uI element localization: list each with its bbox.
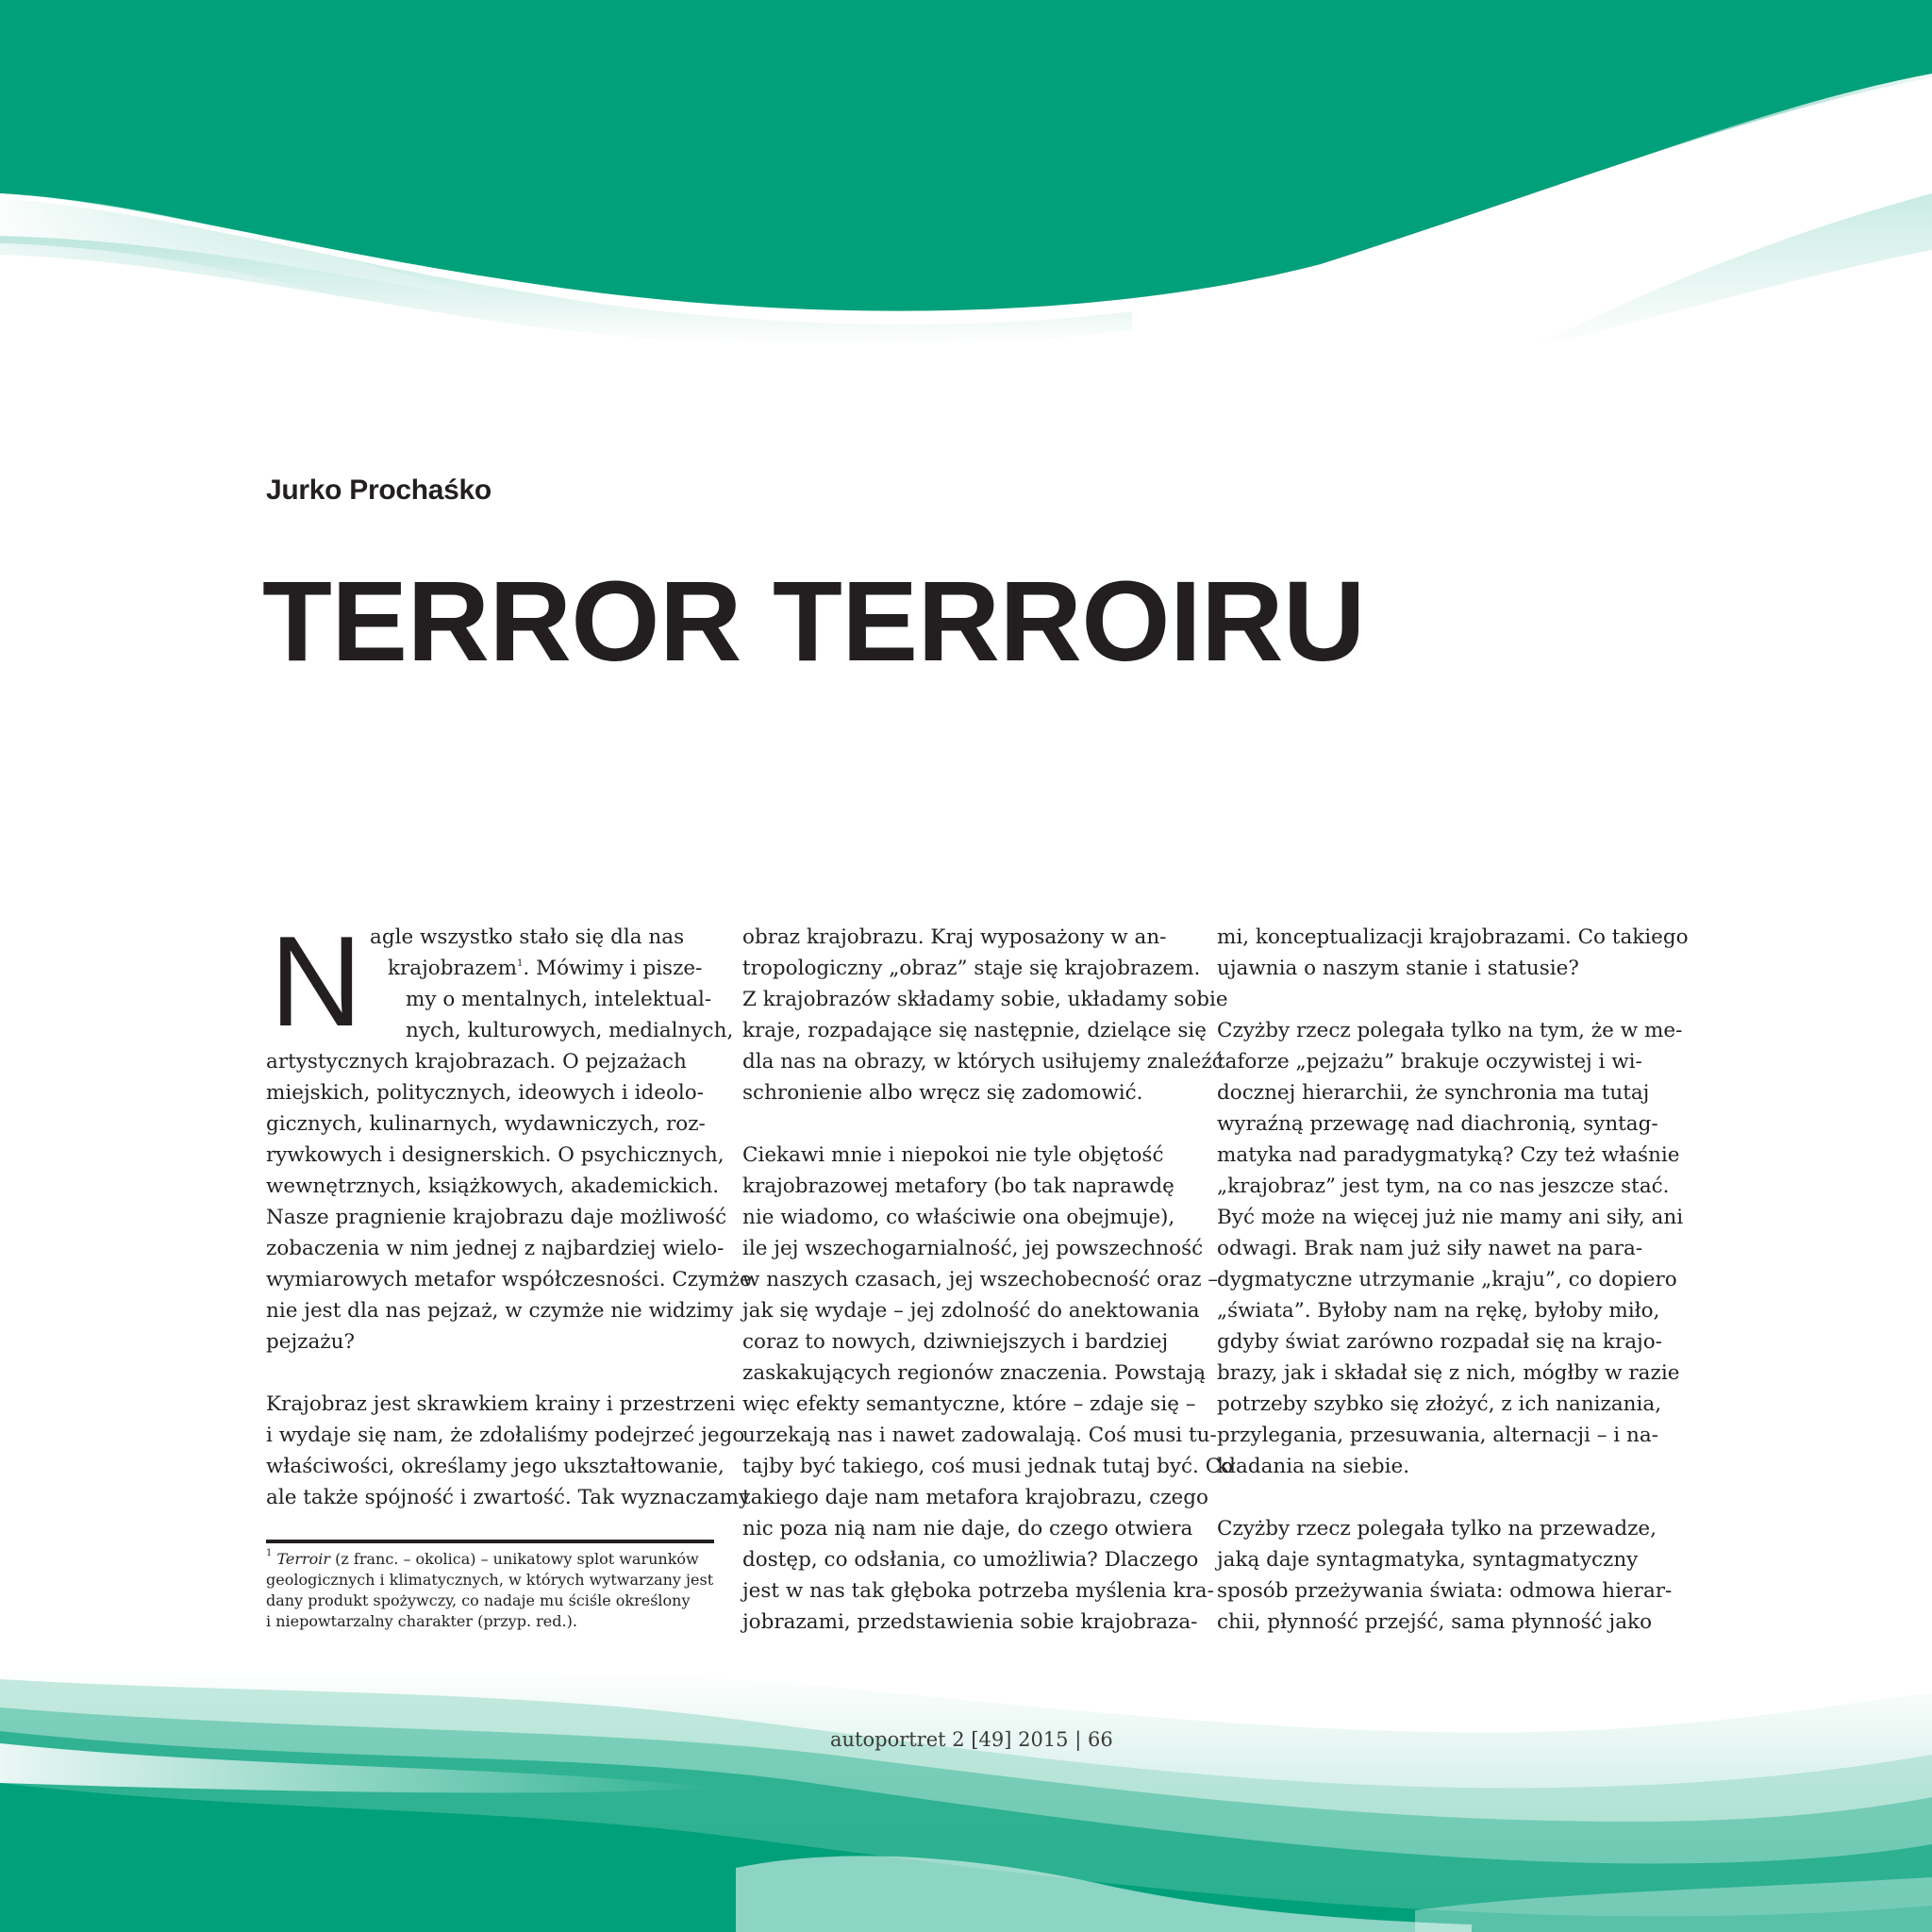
text-line: mi, konceptualizacji krajobrazami. Co takiego [1217,925,1689,949]
text-line: nie jest dla nas pejzaż, w czymże nie widzimy [266,1299,734,1323]
text-line: taforze „pejzażu” brakuje oczywistej i wi- [1217,1050,1642,1074]
text-line: wymiarowych metafor współczesności. Czymże [266,1268,752,1291]
text-line: nic poza nią nam nie daje, do czego otwiera [742,1517,1193,1541]
text-line: tropologiczny „obraz” staje się krajobrazem. [742,957,1201,980]
text-line: Z krajobrazów składamy sobie, układamy sobie [742,988,1228,1011]
footnote-reference: 1 [517,958,524,969]
header-wave-decoration [0,0,1932,358]
paragraph [1217,1513,1673,1638]
author-name: Jurko Prochaśko [266,475,491,506]
text-line: jest w nas tak głęboka potrzeba myślenia kra- [742,1579,1214,1603]
text-line: Nasze pragnienie krajobrazu daje możliwość [266,1206,727,1229]
text-line: brazy, jak i składał się z nich, mógłby w razie [1217,1361,1680,1385]
text-line: wewnętrznych, książkowych, akademickich. [266,1174,720,1198]
text-line: wyraźną przewagę nad diachronią, syntag- [1217,1112,1658,1136]
article-column-1 [266,909,752,1513]
drop-cap: N [270,909,363,1053]
paragraph [742,1140,1234,1638]
text-line: w naszych czasach, jej wszechobecność oraz – [742,1268,1219,1291]
text-line: dygmatyczne utrzymanie „kraju”, co dopiero [1217,1268,1677,1291]
text-line: odwagi. Brak nam już siły nawet na para- [1217,1237,1643,1260]
text-line: sposób przeżywania świata: odmowa hierar- [1217,1579,1673,1603]
text-line: krajobrazem$^1$. Mówimy i pisze- [388,957,703,980]
text-line: docznej hierarchii, że synchronia ma tutaj [1217,1081,1650,1105]
text-line: tajby być takiego, coś musi jednak tutaj być. Co [742,1455,1234,1478]
text-line: gdyby świat zarówno rozpadał się na krajo- [1217,1330,1662,1354]
text-line: zaskakujących regionów znaczenia. Powstają [742,1361,1207,1385]
text-line: Czyżby rzecz polegała tylko na przewadze, [1217,1517,1657,1541]
text-line: Czyżby rzecz polegała tylko na tym, że w me- [1217,1019,1683,1042]
footnote-line: geologicznych i klimatycznych, w których wytwarzany jest [266,1571,714,1589]
text-line: obraz krajobrazu. Kraj wyposażony w an- [742,925,1167,949]
text-line: rywkowych i designerskich. O psychicznych, [266,1143,724,1167]
article-column-3 [1217,922,1689,1638]
text-line: agle wszystko stało się dla nas [370,925,685,949]
text-line: Krajobraz jest skrawkiem krainy i przestrzeni [266,1392,736,1416]
footnote-line: i niepowtarzalny charakter (przyp. red.). [266,1612,577,1630]
text-line: nych, kulturowych, medialnych, [406,1019,734,1042]
text-line: chii, płynność przejść, sama płynność jako [1217,1610,1653,1634]
text-line: krajobrazowej metafory (bo tak naprawdę [742,1174,1174,1198]
text-line: właściwości, określamy jego ukształtowanie, [266,1455,724,1478]
paragraph [1217,922,1689,984]
text-line: kraje, rozpadające się następnie, dzielące się [742,1019,1208,1042]
text-line: potrzeby szybko się złożyć, z ich nanizania, [1217,1392,1662,1416]
text-line: ujawnia o naszym stanie i statusie? [1217,957,1579,980]
text-line: „świata”. Byłoby nam na rękę, byłoby miło, [1217,1299,1660,1323]
text-line: zobaczenia w nim jednej z najbardziej wielo- [266,1237,724,1260]
text-line: przylegania, przesuwania, alternacji – i na- [1217,1424,1658,1447]
text-line: nie wiadomo, co właściwie ona obejmuje), [742,1206,1175,1229]
text-line: dla nas na obrazy, w których usiłujemy znaleźć [742,1050,1224,1074]
text-line: coraz to nowych, dziwniejszych i bardziej [742,1330,1169,1354]
paragraph [742,922,1228,1108]
text-line: urzekają nas i nawet zadowalają. Coś musi tu- [742,1424,1217,1447]
footnote-divider [266,1540,714,1543]
text-line: ale także spójność i zwartość. Tak wyznaczamy [266,1486,751,1509]
footer-wave-decoration [0,1641,1932,1932]
text-line: Być może na więcej już nie mamy ani siły, ani [1217,1206,1684,1229]
text-line: ile jej wszechogarnialność, jej powszechność [742,1237,1204,1260]
text-line: gicznych, kulinarnych, wydawniczych, roz- [266,1112,706,1136]
text-line: Ciekawi mnie i niepokoi nie tyle objętość [742,1143,1164,1167]
text-line: „krajobraz” jest tym, na co nas jeszcze stać. [1217,1174,1670,1198]
text-line: artystycznych krajobrazach. O pejzażach [266,1050,687,1074]
text-line: i wydaje się nam, że zdołaliśmy podejrzeć jego [266,1424,745,1447]
text-line: jak się wydaje – jej zdolność do anektowania [742,1299,1200,1323]
text-line: my o mentalnych, intelektual- [406,988,712,1011]
text-line: schronienie albo wręcz się zadomowić. [742,1081,1143,1105]
text-line: jaką daje syntagmatyka, syntagmatyczny [1217,1548,1639,1572]
paragraph [1217,1015,1684,1482]
page-footer: autoportret 2 [49] 2015 | 66 [830,1728,1113,1751]
text-line: matyka nad paradygmatyką? Czy też właśnie [1217,1143,1680,1167]
text-line: dostęp, co odsłania, co umożliwia? Dlaczego [742,1548,1199,1572]
article-title: TERROR TERROIRU [262,557,1365,685]
paragraph [266,1389,751,1513]
text-line: więc efekty semantyczne, które – zdaje się – [742,1392,1196,1416]
footnote-line: dany produkt spożywczy, co nadaje mu ściśle określony [266,1591,691,1609]
text-line: pejzażu? [266,1330,355,1354]
text-line: takiego daje nam metafora krajobrazu, czego [742,1486,1208,1509]
footnote [266,1549,719,1632]
article-column-2 [742,922,1234,1638]
paragraph [266,909,752,1357]
footnote-term: Terroir [276,1550,331,1568]
text-line: kładania na siebie. [1217,1455,1410,1478]
footnote-line: $^1$ Terroir (z franc. – okolica) – unikatowy splot warunków [266,1548,699,1568]
text-line: miejskich, politycznych, ideowych i ideolo- [266,1081,704,1105]
text-line: jobrazami, przedstawienia sobie krajobraza- [742,1610,1198,1634]
